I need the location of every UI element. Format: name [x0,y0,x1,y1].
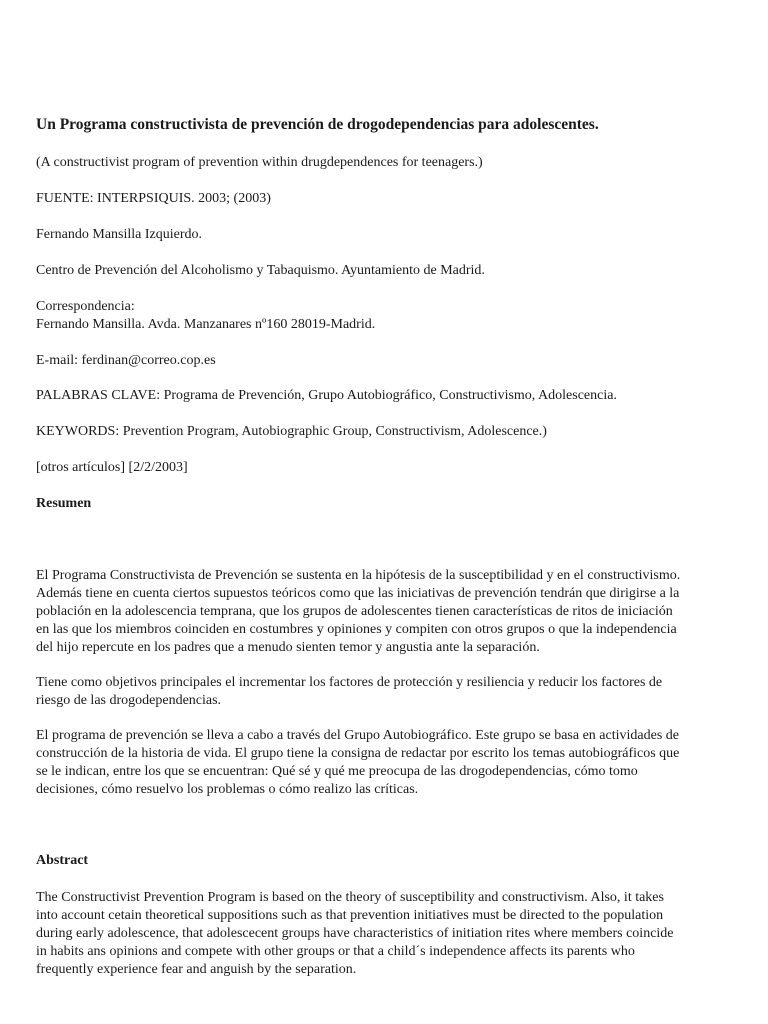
palabras-clave-line: PALABRAS CLAVE: Programa de Prevención, Grupo Autobiográfico, Constructivismo, Adolescencia. [36,388,617,403]
source-line: FUENTE: INTERPSIQUIS. 2003; (2003) [36,191,271,206]
text-line: construcción de la historia de vida. El grupo tiene la consigna de redactar por escrito los temas autobiográficos que [36,746,680,761]
author-line: Fernando Mansilla Izquierdo. [36,227,203,242]
email-line: E-mail: ferdinan@correo.cop.es [36,353,216,368]
resumen-paragraph-2 [36,674,732,710]
otros-articulos-link[interactable]: [otros artículos] [2/2/2003] [36,460,188,475]
article-title: Un Programa constructivista de prevención de drogodependencias para adolescentes. [36,116,599,133]
text-line: en las que los miembros coinciden en costumbres y opiniones y compiten con otros grupos o que la independencia [36,622,677,637]
text-line: El programa de prevención se lleva a cabo a través del Grupo Autobiográfico. Este grupo se basa en actividades de [36,728,679,743]
abstract-heading: Abstract [36,853,89,868]
text-line: decisiones, cómo resuelvo los problemas o cómo realizo las críticas. [36,782,419,797]
text-line: del hijo repercute en los padres que a menudo sienten temor y angustia ante la separación. [36,640,540,655]
text-line: Tiene como objetivos principales el incrementar los factores de protección y resiliencia y reducir los factores de [36,675,663,690]
institution-line: Centro de Prevención del Alcoholismo y Tabaquismo. Ayuntamiento de Madrid. [36,263,485,278]
text-line: in habits ans opinions and compete with other groups or that a child´s independence affects its parents who [36,944,635,959]
correspondence-label: Correspondencia: [36,299,135,314]
abstract-paragraph-1 [36,889,732,979]
text-line: se le indican, entre los que se encuentran: Qué sé y qué me preocupa de las drogodependencias, cómo tomo [36,764,638,779]
text-line: The Constructivist Prevention Program is based on the theory of susceptibility and constructivism. Also, it takes [36,890,664,905]
resumen-heading: Resumen [36,496,92,511]
correspondence-address: Fernando Mansilla. Avda. Manzanares nº160 28019-Madrid. [36,317,376,332]
text-line: frequently experience fear and anguish by the separation. [36,962,357,977]
keywords-line: KEYWORDS: Prevention Program, Autobiographic Group, Constructivism, Adolescence.) [36,424,547,439]
resumen-paragraph-3 [36,727,732,799]
text-line: Además tiene en cuenta ciertos supuestos teóricos como que las iniciativas de prevención tendrán que dirigirse a la [36,586,680,601]
english-title: (A constructivist program of prevention within drugdependences for teenagers.) [36,155,483,170]
text-line: into account cetain theoretical suppositions such as that prevention initiatives must be directed to the population [36,908,664,923]
text-line: El Programa Constructivista de Prevención se sustenta en la hipótesis de la susceptibilidad y en el constructivismo. [36,568,681,583]
text-line: during early adolescence, that adolescecent groups have characteristics of initiation rites where members coincide [36,926,674,941]
resumen-paragraph-1 [36,567,732,657]
text-line: riesgo de las drogodependencias. [36,693,222,708]
text-line: población en la adolescencia temprana, que los grupos de adolescentes tienen características de ritos de iniciación [36,604,673,619]
